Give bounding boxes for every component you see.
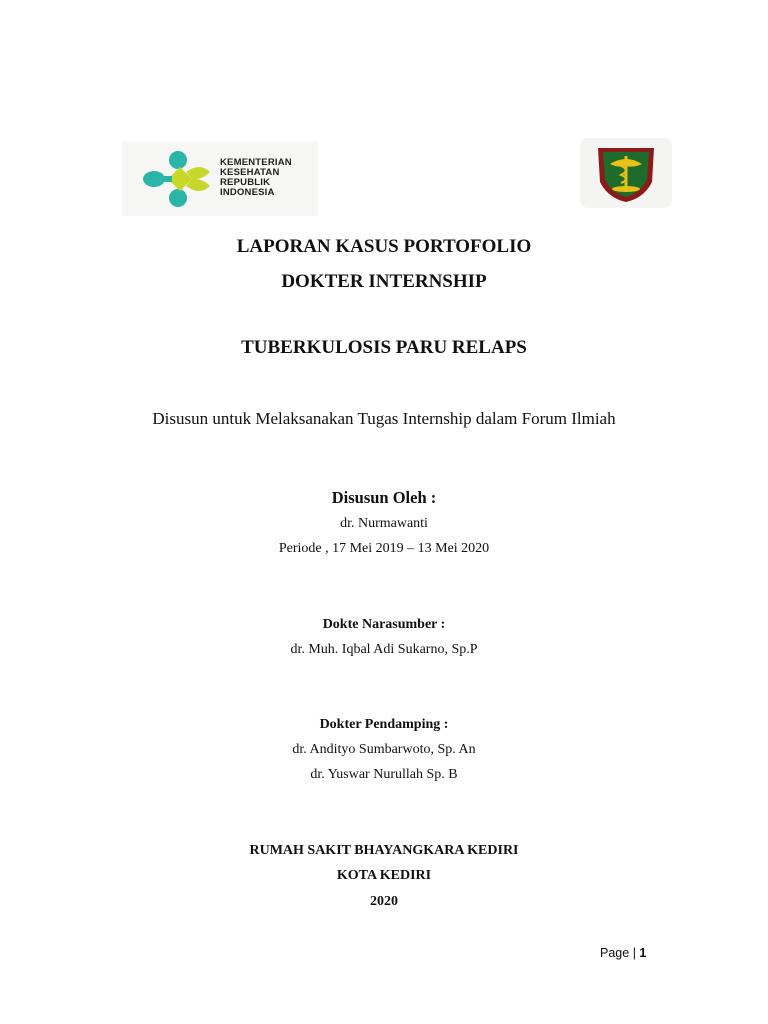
author-heading: Disusun Oleh : bbox=[331, 488, 437, 507]
kemenkes-logo bbox=[122, 142, 318, 216]
resource-doctor-heading: Dokte Narasumber : bbox=[322, 617, 446, 632]
supervisors-heading: Dokter Pendamping : bbox=[319, 717, 449, 732]
author-period: Periode , 17 Mei 2019 – 13 Mei 2020 bbox=[278, 541, 490, 556]
report-title-line-2: DOKTER INTERNSHIP bbox=[281, 271, 487, 292]
supervisor-name: dr. Yuswar Nurullah Sp. B bbox=[310, 767, 458, 782]
case-title: TUBERKULOSIS PARU RELAPS bbox=[241, 337, 527, 358]
page-number-footer bbox=[600, 946, 646, 960]
kemenkes-mark-icon bbox=[140, 150, 216, 208]
page-label: Page bbox=[600, 946, 630, 960]
kemenkes-wordmark bbox=[220, 158, 292, 198]
institution-city: KOTA KEDIRI bbox=[336, 868, 432, 883]
report-title-line-1: LAPORAN KASUS PORTOFOLIO bbox=[236, 236, 532, 257]
kemenkes-line-3: REPUBLIK bbox=[220, 177, 271, 188]
author-name: dr. Nurmawanti bbox=[340, 516, 428, 531]
institution-year: 2020 bbox=[370, 894, 398, 909]
kemenkes-line-2: KESEHATAN bbox=[220, 167, 280, 178]
police-medical-logo bbox=[580, 138, 672, 208]
purpose-statement: Disusun untuk Melaksanakan Tugas Internship dalam Forum Ilmiah bbox=[152, 409, 616, 428]
supervisor-name: dr. Andityo Sumbarwoto, Sp. An bbox=[292, 742, 476, 757]
institution-name: RUMAH SAKIT BHAYANGKARA KEDIRI bbox=[249, 843, 519, 858]
resource-doctor-name: dr. Muh. Iqbal Adi Sukarno, Sp.P bbox=[290, 642, 478, 657]
police-shield-icon bbox=[594, 142, 658, 204]
page-separator: | bbox=[632, 946, 636, 960]
page-number: 1 bbox=[639, 946, 647, 960]
kemenkes-line-4: INDONESIA bbox=[220, 187, 275, 198]
kemenkes-line-1: KEMENTERIAN bbox=[220, 157, 292, 168]
